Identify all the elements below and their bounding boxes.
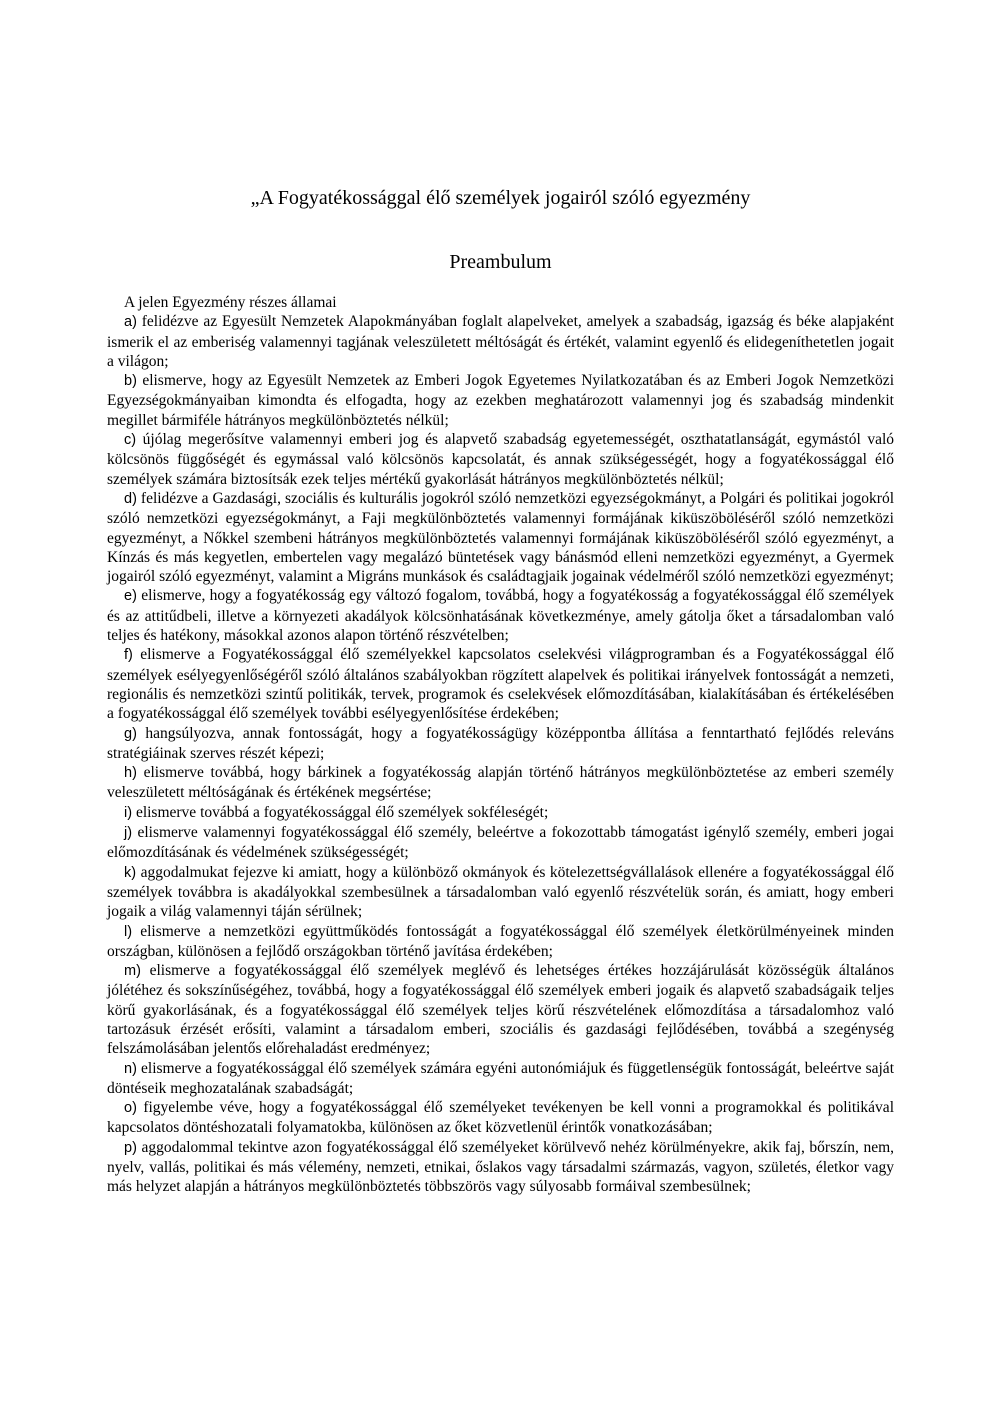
paragraph-label: k) — [124, 864, 137, 881]
preamble-paragraph — [107, 489, 894, 586]
section-heading-preambulum: Preambulum — [449, 251, 552, 273]
document-title: „A Fogyatékossággal élő személyek jogairól szóló egyezmény — [250, 187, 751, 209]
paragraph-text: felidézve a Gazdasági, szociális és kulturális jogokról szóló nemzetközi egyezségokmányt, a Polgári és politikai jogokról szóló nemzetközi egyezségokmányt, a Faji megkülönböztetés valamennyi formájának kiküszöböléséről szóló nemzetközi egyezményt, a Nőkkel szembeni hátrányos megkülönböztetés valamennyi formájának kiküszöböléséről szóló egyezményt, a Kínzás és más kegyetlen, embertelen vagy megalázó büntetések vagy bánásmód elleni nemzetközi egyezményt, a Gyermek jogairól szóló egyezményt, valamint a Migráns munkások és családtagjaik jogainak védelméről szóló nemzetközi egyezményt; — [107, 489, 895, 586]
preamble-paragraph — [107, 763, 894, 803]
paragraph-text: elismerve a nemzetközi együttműködés fontosságát a fogyatékossággal élő személyek életkörülményeinek minden országban, különösen a fejlődő országokban történő javítása érdekében; — [107, 922, 894, 960]
preamble-paragraph — [107, 961, 894, 1058]
preamble-paragraph — [107, 922, 894, 962]
paragraph-text: hangsúlyozva, annak fontosságát, hogy a fogyatékosságügy középpontba állítása a fenntartható fejlődés releváns stratégiáinak szerves részét képezi; — [107, 724, 894, 762]
paragraph-text: elismerve, hogy az Egyesült Nemzetek az Emberi Jogok Egyetemes Nyilatkozatában és az Emberi Jogok Nemzetközi Egyezségokmányaiban kimondta és elfogadta, hogy az ezekben meghatározott valamennyi jog és szabadság mindenkit megillet bármiféle hátrányos megkülönböztetés nélkül; — [107, 372, 894, 429]
preamble-paragraph — [107, 803, 894, 823]
paragraph-label: d) — [124, 490, 137, 507]
preamble-paragraph — [107, 1138, 894, 1197]
paragraph-text: aggodalommal tekintve azon fogyatékossággal élő személyeket körülvevő nehéz körülményekre, akik faj, bőrszín, nem, nyelv, vallás, politikai és más vélemény, nemzeti, etnikai, őslakos vagy társadalmi származás, vagyon, születés, életkor vagy más helyzet alapján a hátrányos megkülönböztetés többszörös vagy súlyosabb formáival szembesülnek; — [107, 1138, 895, 1196]
paragraph-text: elismerve, hogy a fogyatékosság egy változó fogalom, továbbá, hogy a fogyatékosság a fogyatékossággal élő személyek és az attitűdbeli, illetve a környezeti akadályok kölcsönhatásának következménye, amely gátolja őket a társadalomban való teljes és hatékony, másokkal azonos alapon történő részvételben; — [107, 587, 894, 645]
paragraph-label: l) — [124, 923, 133, 940]
paragraph-label: f) — [124, 647, 133, 664]
preamble-paragraph — [107, 586, 894, 645]
preamble-paragraph — [107, 645, 894, 723]
paragraph-text: újólag megerősítve valamennyi emberi jog és alapvető szabadság egyetemességét, oszthatatlanságát, egymástól való kölcsönös függőségét és egymással való kölcsönös kapcsolatát, és annak szükségességét, hogy a fogyatékossággal élő személyek számára biztosítsák ezek teljes mértékű gyakorlását hátrányos megkülönböztetés nélkül; — [107, 431, 894, 488]
intro-line: A jelen Egyezmény részes államai — [124, 294, 337, 311]
paragraph-label: e) — [124, 588, 137, 605]
preamble-paragraph — [107, 863, 894, 922]
paragraph-text: elismerve a Fogyatékossággal élő személyekkel kapcsolatos cselekvési világprogramban és a Fogyatékossággal élő személyek esélyegyenlőségéről szóló általános szabályokban rögzített alapelvek és politikai irányelvek fontosságát a nemzeti, regionális és nemzetközi szintű politikák, tervek, programok és cselekvések előmozdításában, kialakításában és értékelésében a fogyatékossággal élő személyek további esélyegyenlősítése érdekében; — [107, 646, 895, 723]
paragraph-text: aggodalmukat fejezve ki amiatt, hogy a különböző okmányok és kötelezettségvállalások ellenére a fogyatékossággal élő személyek továbbra is akadályokkal szembesülnek a társadalomban való egyenlő részvételük során, és amiatt, hogy emberi jogaik a világ valamennyi táján sérülnek; — [107, 863, 895, 921]
paragraph-label: b) — [124, 373, 137, 390]
paragraph-label: p) — [124, 1139, 137, 1156]
preamble-paragraph — [107, 371, 894, 430]
paragraph-label: n) — [124, 1060, 137, 1077]
paragraph-text: elismerve továbbá a fogyatékossággal élő személyek sokféleségét; — [135, 803, 549, 821]
preamble-paragraph — [107, 724, 894, 764]
paragraph-label: j) — [124, 825, 133, 842]
paragraph-label: i) — [124, 804, 133, 821]
paragraph-label: h) — [124, 765, 137, 782]
preamble-paragraph — [107, 1059, 894, 1099]
paragraph-text: figyelembe véve, hogy a fogyatékossággal élő személyeket tevékenyen be kell vonni a programokkal és politikával kapcsolatos döntéshozatali folyamatokba, különösen az őket közvetlenül érintők vonatkozásában; — [107, 1099, 894, 1137]
paragraph-label: a) — [124, 314, 137, 331]
paragraph-label: m) — [124, 963, 141, 980]
paragraph-text: elismerve valamennyi fogyatékossággal élő személy, beleértve a fokozottabb támogatást igénylő személy, emberi jogai előmozdításának és védelmének szükségességét; — [107, 824, 895, 862]
paragraph-label: o) — [124, 1100, 137, 1117]
preamble-paragraph — [107, 823, 894, 863]
preamble-paragraph — [107, 430, 894, 489]
preamble-paragraph — [107, 1098, 894, 1138]
paragraph-label: g) — [124, 725, 137, 742]
preamble-paragraph — [107, 312, 894, 371]
document-body — [107, 293, 894, 1197]
paragraph-text: felidézve az Egyesült Nemzetek Alapokmányában foglalt alapelveket, amelyek a szabadság, igazság és béke alapjaként ismerik el az emberiség valamennyi tagjának veleszületett méltóságát és értékét, valamint egyenlő és elidegeníthetetlen jogait a világon; — [107, 313, 895, 370]
paragraph-text: elismerve a fogyatékossággal élő személyek számára egyéni autonómiájuk és függetlenségük fontosságát, beleértve saját döntéseik meghozatalának szabadságát; — [107, 1059, 894, 1097]
paragraph-text: elismerve a fogyatékossággal élő személyek meglévő és lehetséges értékes hozzájárulását közösségük általános jólétéhez és sokszínűségéhez, továbbá, hogy a fogyatékossággal élő személyek emberi jogaik és alapvető szabadságaik teljes körű gyakorlásának, és a fogyatékossággal élő személyek teljes körű részvételének előmozdítása a társadalomhoz való tartozásuk érzését erősíti, valamint a társadalom emberi, szociális és gazdasági fejlődésében, továbbá a szegénység felszámolásában jelentős előrehaladást eredményez; — [107, 962, 894, 1058]
paragraph-text: elismerve továbbá, hogy bárkinek a fogyatékosság alapján történő hátrányos megkülönböztetése az emberi személy veleszületett méltóságának és értékének megsértése; — [107, 764, 895, 802]
paragraph-list — [107, 312, 894, 1196]
paragraph-label: c) — [124, 432, 137, 449]
